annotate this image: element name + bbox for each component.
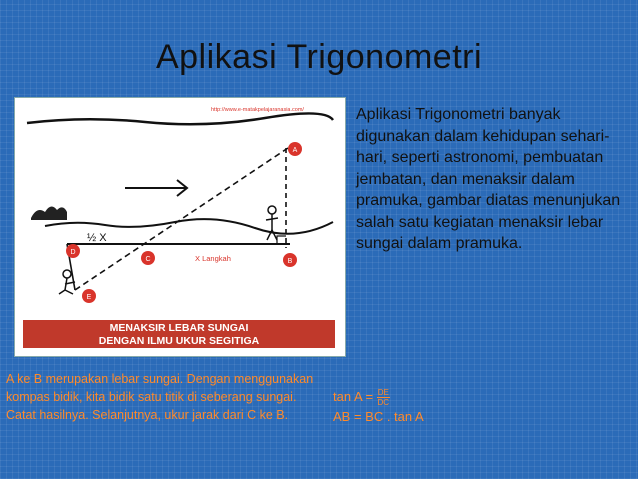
source-url: http://www.e-matakpelajaranasia.com/ bbox=[211, 107, 304, 113]
person-icon bbox=[266, 206, 278, 240]
tan-label: tan A = bbox=[333, 388, 374, 404]
formula-block bbox=[333, 388, 424, 424]
description-paragraph: Aplikasi Trigonometri banyak digunakan dalam kehidupan sehari-hari, seperti astronomi, pembuatan jembatan, dan menaksir dalam pramuka, gambar diatas menunjukan salah satu kegiatan menaksir lebar sungai dalam pramuka. bbox=[356, 106, 621, 252]
slide-title: Aplikasi Trigonometri bbox=[155, 38, 483, 76]
point-label-a: A bbox=[292, 147, 298, 154]
method-note: A ke B merupakan lebar sungai. Dengan menggunakan kompas bidik, kita bidik satu titik di seberang sungai. Catat hasilnya. Selanjutnya, ukur jarak dari C ke B. bbox=[6, 372, 314, 422]
point-label-b: B bbox=[287, 258, 293, 265]
fraction bbox=[377, 388, 390, 407]
sight-line bbox=[75, 146, 291, 290]
far-bank bbox=[27, 113, 333, 124]
river-illustration bbox=[15, 98, 345, 356]
point-marker-c bbox=[141, 251, 155, 265]
half-x-label: ½ X bbox=[87, 232, 107, 244]
banner-line-2: DENGAN ILMU UKUR SEGITIGA bbox=[98, 335, 260, 347]
banner-line-1: MENAKSIR LEBAR SUNGAI bbox=[109, 322, 249, 334]
point-marker-a bbox=[288, 142, 302, 156]
point-marker-d bbox=[66, 244, 80, 258]
bush-icon bbox=[31, 206, 67, 220]
x-langkah-label: X Langkah bbox=[195, 254, 231, 263]
point-marker-e bbox=[82, 289, 96, 303]
point-label-e: E bbox=[86, 294, 92, 301]
caption-banner bbox=[23, 320, 335, 348]
denominator: DC bbox=[377, 398, 390, 407]
point-marker-b bbox=[283, 253, 297, 267]
right-angle-icon bbox=[277, 236, 286, 244]
tan-formula bbox=[333, 388, 424, 407]
numerator: DE bbox=[377, 388, 389, 397]
river-diagram bbox=[14, 97, 346, 357]
point-label-d: D bbox=[70, 249, 76, 256]
ab-formula: AB = BC . tan A bbox=[333, 409, 424, 424]
point-label-c: C bbox=[145, 256, 151, 263]
